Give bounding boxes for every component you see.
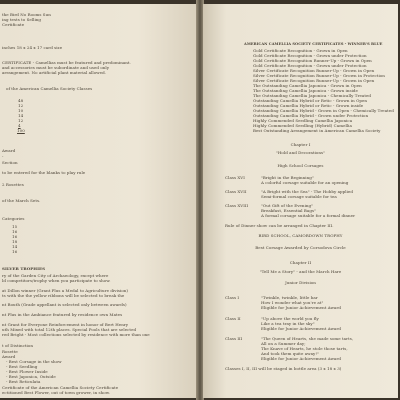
- class-i-line-2: How I wonder what you're at": [261, 300, 324, 305]
- class-ii-label: Class II: [225, 316, 241, 321]
- cert-line-5: Silver Certificate Recognition Runner-Up - Grown in Open: [253, 68, 375, 73]
- distinction-heading: t of Distinction: [2, 343, 33, 348]
- cert-line-8: The Outstanding Camellia Japonica - Grown in Open: [253, 83, 362, 88]
- category-number-1: 15: [12, 224, 18, 229]
- rosette-line: 2 Rosettes: [2, 182, 24, 187]
- class-iii-label: Class III: [225, 336, 243, 341]
- class-iii-line-4: And took them quite away!": [261, 351, 319, 356]
- class-i-line-3: Eligible for Junior Achievement Award: [261, 305, 341, 310]
- silver-trophies-heading: SILVER TROPHIES: [2, 266, 46, 271]
- category-number-5: 14: [12, 244, 18, 249]
- chapter-ii-heading: Chapter II: [289, 260, 312, 265]
- number-6: 4: [18, 123, 21, 128]
- award-item-3: - Best Corsage in the show: [6, 359, 62, 364]
- page-footer: Classes I, II, III will be staged in bottle area (3 x 18 x 3): [225, 366, 342, 371]
- class-xviii-line-1: "Out Gift of the Evening": [261, 203, 314, 208]
- number-5: 12: [18, 118, 24, 123]
- cert-line-1: Gold Certificate Recognition - Grown in Open: [253, 48, 348, 53]
- award-item-9: ectitioned Best Flower, out of town grower, in show.: [2, 390, 111, 395]
- certificate-body-2: arrangement. No artificial plant material allowed.: [2, 70, 106, 75]
- award-item-8: Certificate of the American Camellia Society Certificate: [2, 385, 119, 390]
- category-number-3: 16: [12, 234, 18, 239]
- award-item-4: - Best Seedling: [6, 364, 38, 369]
- mid-line: to be entered for the blanks to play rule: [2, 170, 86, 175]
- silver-line-1: ry of the Garden City of Archaeology, except where: [2, 273, 109, 278]
- right-page: [203, 4, 398, 398]
- awards-line: Award: [2, 148, 16, 153]
- silver-line-11: nt Grant for Everyone Reinforcement in honor of Bert Henry: [2, 322, 129, 327]
- class-xviii-line-3: A formal corsage suitable for a formal dinner: [261, 213, 356, 218]
- class-xvii-line-2: Semi-formal corsage suitable for tea: [261, 194, 337, 199]
- category-number-6: 16: [12, 249, 18, 254]
- cert-line-3: Gold Certificate Recognition Runner-Up - Grown in Open: [253, 58, 372, 63]
- category-number-2: 16: [12, 229, 18, 234]
- left-page: [0, 4, 197, 398]
- award-item-2: Award: [2, 354, 16, 359]
- class-iii-line-5: Eligible for Junior Achievement Award: [261, 356, 341, 361]
- class-xvi-line-1: "Bright in the Beginning": [261, 175, 314, 180]
- number-1: 48: [18, 98, 24, 103]
- class-ii-line-3: Eligible for Junior Achievement Award: [261, 326, 341, 331]
- silver-line-12: uth Mixed with total 12th places. Special Pools that are selected: [2, 327, 137, 332]
- dot-line-2: Section: [2, 160, 18, 165]
- categories-heading: Categories: [2, 216, 25, 221]
- rules-note: Rule of Dinner show can be arranged in Chapter III.: [225, 223, 334, 228]
- silver-line-9: nt Plus in the Ambiance featured by residence own Mates: [2, 312, 123, 317]
- silver-line-7: nt Bouth (Grade appellant is selected only between awards): [2, 302, 127, 307]
- certificate-body-1: and accessories must be subordinate and used only: [2, 65, 110, 70]
- award-item-6: - Best Japonica, Outside: [6, 374, 56, 379]
- silver-line-4: at Dillon winner (Grant Plus a Medal to Agriculture division): [2, 288, 129, 293]
- class-xvii-label: Class XVII: [225, 189, 247, 194]
- class-ii-line-1: "Up above the world you fly: [261, 316, 319, 321]
- cert-line-11: Outstanding Camellia Hybrid or Retic - Grown in Open: [253, 98, 368, 103]
- trophy-heading: BIRD SCHOOL, CAMORDOWN TROPHY: [258, 233, 343, 238]
- society-line: of the American Camellia Society Classes: [6, 86, 93, 91]
- category-number-4: 18: [12, 239, 18, 244]
- cert-line-13: Outstanding Camellia Hybrid - Grown in Open - Chemically Treated: [253, 108, 394, 113]
- cert-line-16: Highly Commended Seedling (Hybrid) Camellia: [253, 123, 352, 128]
- left-top-line-2: ing tests to Selling: [2, 17, 42, 22]
- cert-line-9: The Outstanding Camellia Japonica - Grown inside: [253, 88, 358, 93]
- class-ii-line-2: Like a tea tray in the sky": [261, 321, 315, 326]
- cert-line-7: Silver Certificate Recognition Runner-Up - Grown in Open: [253, 78, 375, 83]
- march-line: of the March Sets.: [2, 198, 41, 203]
- silver-line-5: ts with the the yellow ribbons will be selected to break the: [2, 293, 125, 298]
- number-2: 12: [18, 103, 24, 108]
- number-4: 14: [18, 113, 24, 118]
- class-i-label: Class I: [225, 295, 240, 300]
- number-3: 10: [18, 108, 24, 113]
- silver-line-13: red Bright - Most collections selected by residence with more than one: [2, 332, 150, 337]
- size-note: inches 18 x 24 x 17 card size: [2, 45, 63, 50]
- chapter-i-subtitle: "Hold and Decorations": [275, 150, 326, 155]
- left-top-line-1: the Bird No Rooms Sun: [2, 12, 51, 17]
- class-iii-line-3: The Knave of Hearts, he stole those tarts,: [261, 346, 348, 351]
- certificates-header: AMERICAN CAMELLIA SOCIETY CERTIFICATES - WINNER'S BLUE: [244, 42, 383, 46]
- number-total: 100: [17, 128, 25, 133]
- certificate-heading: CERTIFICATE - Camellias must be featured and predominant.: [2, 60, 131, 65]
- class-xvi-label: Class XVI: [225, 175, 245, 180]
- award-item-7: - Best Reticulata: [6, 379, 41, 384]
- high-school-heading: High School Corsages: [277, 163, 324, 168]
- award-item-1: Rosette: [2, 349, 18, 354]
- class-xviii-label: Class XVIII: [225, 203, 249, 208]
- chapter-i-heading: Chapter I: [290, 142, 311, 147]
- cert-line-15: Highly Commended Seedling Camellia Japonica: [253, 118, 353, 123]
- cert-line-14: Outstanding Camellia Hybrid - Grown under Protection: [253, 113, 369, 118]
- cert-line-17: Best Outstanding Arrangement in American Camellia Society: [253, 128, 381, 133]
- class-xviii-line-2: Breakfast, Essential Bags": [261, 208, 316, 213]
- left-top-line-3: Certificate: [2, 22, 25, 27]
- junior-division-heading: Junior Division: [285, 280, 316, 285]
- cert-line-4: Gold Certificate Recognition - Grown under Protection: [253, 63, 367, 68]
- cert-line-6: Silver Certificate Recognition Runner-Up - Grown in Protection: [253, 73, 385, 78]
- class-iii-line-1: "The Queen of Hearts, she made some tarts,: [261, 336, 354, 341]
- class-xvi-line-2: A colorful corsage suitable for an opening: [261, 180, 349, 185]
- class-xvii-line-1: "A Bright with the Sea" - The Hobby applied: [261, 189, 353, 194]
- trophy-subtitle: Best Corsage Awarded by Corsodova Circle: [255, 245, 346, 250]
- class-iii-line-2: All on a Summer day;: [261, 341, 306, 346]
- chapter-ii-subtitle: "Tell Me a Story" - and the March Hare: [259, 269, 342, 274]
- cert-line-12: Outstanding Camellia Hybrid or Retic - Grown inside: [253, 103, 364, 108]
- cert-line-10: The Outstanding Camellia Japonica - Chemically Treated: [253, 93, 372, 98]
- silver-line-2: ld competitors/trophy when you participate to show.: [2, 278, 111, 283]
- cert-line-2: Gold Certificate Recognition - Grown under Protection: [253, 53, 367, 58]
- class-i-line-1: "Twinkle, twinkle, little bar: [261, 295, 318, 300]
- dot-line-1: -: [2, 154, 4, 159]
- award-item-5: - Best Flower Inside: [6, 369, 48, 374]
